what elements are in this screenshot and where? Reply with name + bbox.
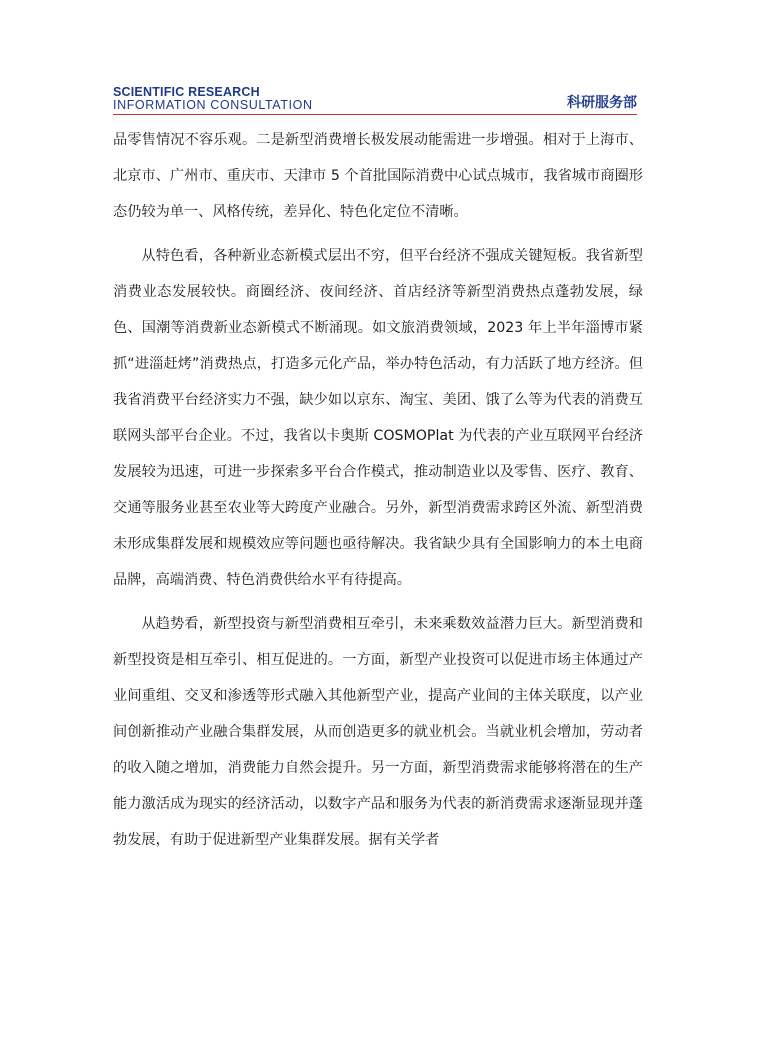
page-header — [113, 86, 637, 114]
header-divider — [113, 114, 637, 115]
organization-logo-text — [113, 86, 313, 112]
document-body — [113, 122, 643, 866]
paragraph-features: 从特色看，各种新业态新模式层出不穷，但平台经济不强成关键短板。我省新型消费业态发展较快。商圈经济、夜间经济、首店经济等新型消费热点蓬勃发展，绿色、国潮等消费新业态新模式不断涌现。如文旅消费领域，2023 年上半年淄博市紧抓“进淄赶烤”消费热点，打造多元化产品，举办特色活动，有力活跃了地方经济。但我省消费平台经济实力不强，缺少如以京东、淘宝、美团、饿了么等为代表的消费互联网头部平台企业。不过，我省以卡奥斯 COSMOPlat 为代表的产业互联网平台经济发展较为迅速，可进一步探索多平台合作模式，推动制造业以及零售、医疗、教育、交通等服务业甚至农业等大跨度产业融合。另外，新型消费需求跨区外流、新型消费未形成集群发展和规模效应等问题也亟待解决。我省缺少具有全国影响力的本土电商品牌，高端消费、特色消费供给水平有待提高。 — [113, 248, 643, 588]
brand-line-1: SCIENTIFIC RESEARCH — [113, 85, 260, 99]
paragraph-trends: 从趋势看，新型投资与新型消费相互牵引，未来乘数效益潜力巨大。新型消费和新型投资是相互牵引、相互促进的。一方面，新型产业投资可以促进市场主体通过产业间重组、交叉和渗透等形式融入其他新型产业，提高产业间的主体关联度，以产业间创新推动产业融合集群发展，从而创造更多的就业机会。当就业机会增加，劳动者的收入随之增加，消费能力自然会提升。另一方面，新型消费需求能够将潜在的生产能力激活成为现实的经济活动，以数字产品和服务为代表的新消费需求逐渐显现并蓬勃发展，有助于促进新型产业集群发展。据有关学者 — [113, 616, 643, 848]
brand-line-2: INFORMATION CONSULTATION — [113, 98, 313, 112]
department-label: 科研服务部 — [567, 95, 637, 111]
paragraph-continuation: 品零售情况不容乐观。二是新型消费增长极发展动能需进一步增强。相对于上海市、北京市、广州市、重庆市、天津市 5 个首批国际消费中心试点城市，我省城市商圈形态仍较为单一、风格传统，差异化、特色化定位不清晰。 — [113, 132, 643, 220]
